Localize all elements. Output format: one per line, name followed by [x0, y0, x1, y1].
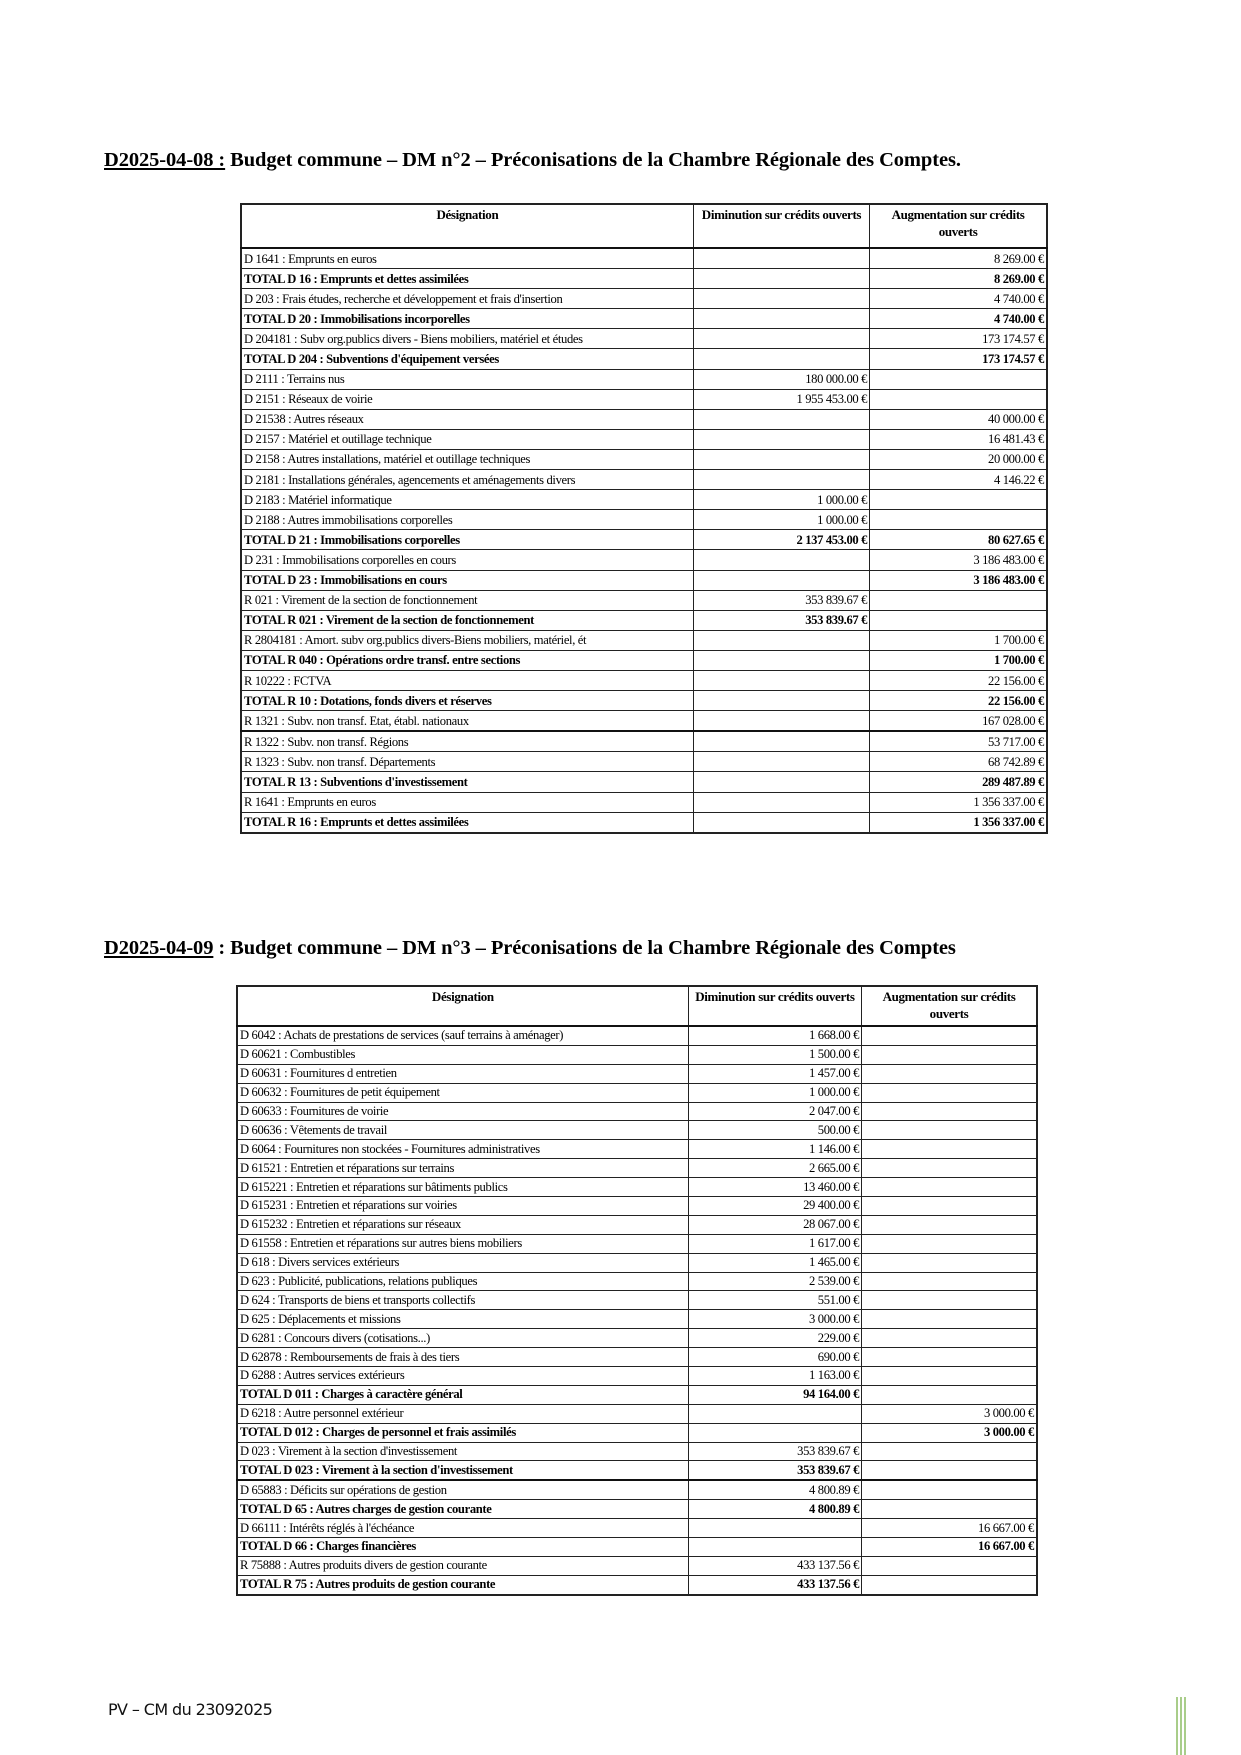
cell-designation: D 61521 : Entretien et réparations sur terrains [237, 1159, 688, 1178]
cell-diminution [693, 792, 869, 812]
cell-designation: D 6281 : Concours divers (cotisations...) [237, 1329, 688, 1348]
table-total-row [241, 650, 1047, 670]
cell-designation: TOTAL D 66 : Charges financières [237, 1538, 688, 1557]
cell-designation: D 2181 : Installations générales, agencements et aménagements divers [241, 470, 693, 490]
cell-designation: D 61558 : Entretien et réparations sur autres biens mobiliers [237, 1234, 688, 1253]
deliberation-title: Budget commune – DM n°2 – Préconisations de la Chambre Régionale des Comptes. [225, 149, 961, 171]
table-row [237, 1404, 1037, 1423]
cell-diminution [693, 570, 869, 590]
cell-diminution [688, 1423, 861, 1442]
table-row [241, 429, 1047, 449]
footer-decorative-bars [1176, 1697, 1188, 1755]
cell-designation: D 65883 : Déficits sur opérations de gestion [237, 1480, 688, 1499]
cell-diminution [693, 711, 869, 732]
cell-augmentation: 8 269.00 € [870, 248, 1047, 269]
table-row [241, 248, 1047, 269]
cell-designation: TOTAL D 65 : Autres charges de gestion courante [237, 1500, 688, 1519]
table-row [241, 550, 1047, 570]
cell-designation: D 204181 : Subv org.publics divers - Biens mobiliers, matériel et études [241, 329, 693, 349]
cell-diminution: 1 465.00 € [688, 1253, 861, 1272]
cell-augmentation: 4 146.22 € [870, 470, 1047, 490]
cell-designation: TOTAL D 23 : Immobilisations en cours [241, 570, 693, 590]
cell-designation: D 60631 : Fournitures d entretien [237, 1064, 688, 1083]
cell-augmentation [862, 1272, 1037, 1291]
table-row [237, 1367, 1037, 1386]
table-total-row [241, 269, 1047, 289]
cell-diminution: 1 955 453.00 € [693, 389, 869, 409]
cell-diminution: 4 800.89 € [688, 1500, 861, 1519]
table-row [241, 409, 1047, 429]
cell-designation: D 6064 : Fournitures non stockées - Fournitures administratives [237, 1140, 688, 1159]
cell-designation: D 62878 : Remboursements de frais à des tiers [237, 1348, 688, 1367]
cell-augmentation [862, 1329, 1037, 1348]
cell-augmentation [862, 1197, 1037, 1216]
cell-diminution: 1 146.00 € [688, 1140, 861, 1159]
cell-designation: D 21538 : Autres réseaux [241, 409, 693, 429]
table-total-row [241, 812, 1047, 833]
cell-diminution: 1 163.00 € [688, 1367, 861, 1386]
page-footer: PV – CM du 23092025 [108, 1700, 273, 1719]
cell-designation: TOTAL D 21 : Immobilisations corporelles [241, 530, 693, 550]
table-row [241, 752, 1047, 772]
table-row [237, 1045, 1037, 1064]
cell-designation: D 623 : Publicité, publications, relations publiques [237, 1272, 688, 1291]
cell-designation: D 60632 : Fournitures de petit équipement [237, 1083, 688, 1102]
table-header-row [241, 204, 1047, 248]
cell-diminution: 2 539.00 € [688, 1272, 861, 1291]
table-total-row [241, 309, 1047, 329]
cell-designation: D 2183 : Matériel informatique [241, 490, 693, 510]
cell-augmentation [862, 1121, 1037, 1140]
cell-diminution: 353 839.67 € [688, 1442, 861, 1461]
cell-designation: D 2158 : Autres installations, matériel et outillage techniques [241, 449, 693, 469]
cell-diminution [693, 772, 869, 792]
cell-diminution [693, 650, 869, 670]
cell-diminution: 29 400.00 € [688, 1197, 861, 1216]
table-row [241, 630, 1047, 650]
cell-diminution: 2 047.00 € [688, 1102, 861, 1121]
cell-diminution [688, 1538, 861, 1557]
cell-diminution: 229.00 € [688, 1329, 861, 1348]
cell-diminution: 13 460.00 € [688, 1178, 861, 1197]
cell-diminution: 433 137.56 € [688, 1556, 861, 1575]
cell-designation: D 66111 : Intérêts réglés à l'échéance [237, 1519, 688, 1538]
cell-augmentation [862, 1083, 1037, 1102]
cell-diminution [693, 289, 869, 309]
cell-designation: D 624 : Transports de biens et transports collectifs [237, 1291, 688, 1310]
cell-designation: D 6042 : Achats de prestations de services (sauf terrains à aménager) [237, 1026, 688, 1045]
cell-augmentation [870, 590, 1047, 610]
cell-diminution: 690.00 € [688, 1348, 861, 1367]
table-row [237, 1215, 1037, 1234]
table-total-row [241, 349, 1047, 369]
table-row [241, 389, 1047, 409]
table-row [241, 490, 1047, 510]
section-title-dm2 [104, 149, 961, 172]
cell-diminution [693, 752, 869, 772]
cell-diminution [693, 429, 869, 449]
cell-augmentation: 80 627.65 € [870, 530, 1047, 550]
cell-augmentation [870, 490, 1047, 510]
cell-designation: TOTAL D 204 : Subventions d'équipement versées [241, 349, 693, 369]
cell-augmentation [862, 1442, 1037, 1461]
cell-diminution [693, 731, 869, 752]
cell-designation: R 021 : Virement de la section de fonctionnement [241, 590, 693, 610]
cell-diminution [693, 309, 869, 329]
table-row [237, 1348, 1037, 1367]
cell-designation: D 625 : Déplacements et missions [237, 1310, 688, 1329]
cell-augmentation [862, 1178, 1037, 1197]
cell-augmentation: 173 174.57 € [870, 329, 1047, 349]
cell-diminution: 353 839.67 € [693, 610, 869, 630]
cell-diminution [693, 269, 869, 289]
table-row [237, 1329, 1037, 1348]
cell-diminution: 94 164.00 € [688, 1385, 861, 1404]
cell-augmentation: 1 356 337.00 € [870, 812, 1047, 833]
cell-diminution [693, 470, 869, 490]
cell-designation: D 2188 : Autres immobilisations corporelles [241, 510, 693, 530]
cell-designation: TOTAL D 16 : Emprunts et dettes assimilées [241, 269, 693, 289]
cell-designation: D 2111 : Terrains nus [241, 369, 693, 389]
cell-diminution: 2 137 453.00 € [693, 530, 869, 550]
cell-diminution: 551.00 € [688, 1291, 861, 1310]
deliberation-ref: D2025-04-09 [104, 937, 214, 959]
cell-designation: TOTAL R 16 : Emprunts et dettes assimilées [241, 812, 693, 833]
cell-designation: D 615231 : Entretien et réparations sur voiries [237, 1197, 688, 1216]
cell-designation: D 023 : Virement à la section d'investissement [237, 1442, 688, 1461]
cell-augmentation: 68 742.89 € [870, 752, 1047, 772]
cell-designation: D 6218 : Autre personnel extérieur [237, 1404, 688, 1423]
cell-designation: R 1322 : Subv. non transf. Régions [241, 731, 693, 752]
cell-diminution: 1 617.00 € [688, 1234, 861, 1253]
table-row [237, 1121, 1037, 1140]
section-title-dm3 [104, 937, 956, 960]
table-total-row [241, 570, 1047, 590]
cell-augmentation: 22 156.00 € [870, 670, 1047, 690]
cell-diminution: 353 839.67 € [688, 1461, 861, 1480]
table-row [241, 731, 1047, 752]
cell-augmentation [862, 1367, 1037, 1386]
table-total-row [241, 772, 1047, 792]
cell-augmentation [862, 1575, 1037, 1594]
cell-designation: R 10222 : FCTVA [241, 670, 693, 690]
cell-augmentation: 20 000.00 € [870, 449, 1047, 469]
cell-augmentation: 53 717.00 € [870, 731, 1047, 752]
table-row [237, 1102, 1037, 1121]
cell-designation: TOTAL D 011 : Charges à caractère général [237, 1385, 688, 1404]
green-bar [1184, 1697, 1186, 1755]
cell-designation: TOTAL R 10 : Dotations, fonds divers et réserves [241, 691, 693, 711]
table-total-row [241, 530, 1047, 550]
cell-diminution: 180 000.00 € [693, 369, 869, 389]
cell-designation: TOTAL R 040 : Opérations ordre transf. entre sections [241, 650, 693, 670]
table-row [237, 1159, 1037, 1178]
cell-diminution: 1 000.00 € [693, 510, 869, 530]
cell-diminution: 28 067.00 € [688, 1215, 861, 1234]
budget-table-dm2 [240, 203, 1048, 834]
cell-augmentation: 167 028.00 € [870, 711, 1047, 732]
cell-augmentation: 3 186 483.00 € [870, 550, 1047, 570]
cell-augmentation [870, 610, 1047, 630]
cell-designation: TOTAL R 13 : Subventions d'investissement [241, 772, 693, 792]
green-bar [1176, 1697, 1178, 1755]
cell-augmentation [862, 1310, 1037, 1329]
cell-designation: D 615221 : Entretien et réparations sur bâtiments publics [237, 1178, 688, 1197]
table-row [237, 1197, 1037, 1216]
cell-designation: D 60633 : Fournitures de voirie [237, 1102, 688, 1121]
table-row [241, 510, 1047, 530]
cell-augmentation: 3 186 483.00 € [870, 570, 1047, 590]
header-diminution: Diminution sur crédits ouverts [688, 986, 861, 1026]
table-total-row [237, 1538, 1037, 1557]
cell-diminution [693, 449, 869, 469]
deliberation-ref: D2025-04-08 : [104, 149, 226, 171]
table-row [237, 1064, 1037, 1083]
cell-augmentation [862, 1500, 1037, 1519]
cell-augmentation: 1 356 337.00 € [870, 792, 1047, 812]
table-row [241, 711, 1047, 732]
cell-diminution [693, 812, 869, 833]
cell-diminution [693, 670, 869, 690]
cell-augmentation: 1 700.00 € [870, 630, 1047, 650]
cell-designation: R 2804181 : Amort. subv org.publics divers-Biens mobiliers, matériel, ét [241, 630, 693, 650]
cell-augmentation: 16 481.43 € [870, 429, 1047, 449]
cell-augmentation [862, 1045, 1037, 1064]
table-row [237, 1083, 1037, 1102]
header-augmentation: Augmentation sur crédits ouverts [870, 204, 1047, 248]
table-total-row [241, 610, 1047, 630]
cell-diminution: 1 000.00 € [688, 1083, 861, 1102]
cell-augmentation [862, 1234, 1037, 1253]
header-augmentation: Augmentation sur crédits ouverts [862, 986, 1037, 1026]
cell-diminution [693, 691, 869, 711]
table-row [237, 1234, 1037, 1253]
table-row [237, 1253, 1037, 1272]
green-bar [1180, 1697, 1182, 1755]
cell-designation: D 203 : Frais études, recherche et développement et frais d'insertion [241, 289, 693, 309]
cell-augmentation [862, 1253, 1037, 1272]
cell-diminution: 353 839.67 € [693, 590, 869, 610]
header-diminution: Diminution sur crédits ouverts [693, 204, 869, 248]
cell-augmentation: 3 000.00 € [862, 1423, 1037, 1442]
cell-augmentation: 3 000.00 € [862, 1404, 1037, 1423]
cell-designation: D 6288 : Autres services extérieurs [237, 1367, 688, 1386]
cell-designation: D 1641 : Emprunts en euros [241, 248, 693, 269]
cell-augmentation: 16 667.00 € [862, 1519, 1037, 1538]
cell-augmentation [862, 1480, 1037, 1499]
cell-designation: TOTAL D 023 : Virement à la section d'investissement [237, 1461, 688, 1480]
table-header-row [237, 986, 1037, 1026]
table-row [237, 1519, 1037, 1538]
cell-diminution: 1 000.00 € [693, 490, 869, 510]
cell-designation: D 2157 : Matériel et outillage technique [241, 429, 693, 449]
cell-diminution: 1 500.00 € [688, 1045, 861, 1064]
deliberation-title: : Budget commune – DM n°3 – Préconisations de la Chambre Régionale des Comptes [213, 937, 956, 959]
cell-augmentation [862, 1385, 1037, 1404]
table-row [237, 1556, 1037, 1575]
cell-diminution [693, 409, 869, 429]
table-row [237, 1480, 1037, 1499]
cell-augmentation: 173 174.57 € [870, 349, 1047, 369]
table-row [237, 1442, 1037, 1461]
cell-designation: D 60621 : Combustibles [237, 1045, 688, 1064]
cell-augmentation: 16 667.00 € [862, 1538, 1037, 1557]
cell-diminution [693, 349, 869, 369]
table-row [237, 1291, 1037, 1310]
cell-designation: D 618 : Divers services extérieurs [237, 1253, 688, 1272]
table-row [241, 470, 1047, 490]
budget-table-dm3 [236, 985, 1038, 1596]
table-row [241, 369, 1047, 389]
table-row [241, 449, 1047, 469]
cell-augmentation [870, 510, 1047, 530]
cell-designation: TOTAL D 20 : Immobilisations incorporelles [241, 309, 693, 329]
header-designation: Désignation [237, 986, 688, 1026]
cell-augmentation [862, 1159, 1037, 1178]
cell-augmentation: 4 740.00 € [870, 309, 1047, 329]
cell-augmentation [862, 1348, 1037, 1367]
cell-designation: D 231 : Immobilisations corporelles en cours [241, 550, 693, 570]
cell-augmentation [862, 1140, 1037, 1159]
header-designation: Désignation [241, 204, 693, 248]
table-row [237, 1310, 1037, 1329]
cell-diminution: 433 137.56 € [688, 1575, 861, 1594]
cell-designation: R 1321 : Subv. non transf. Etat, établ. nationaux [241, 711, 693, 732]
cell-designation: TOTAL D 012 : Charges de personnel et frais assimilés [237, 1423, 688, 1442]
cell-designation: D 615232 : Entretien et réparations sur réseaux [237, 1215, 688, 1234]
cell-diminution: 1 668.00 € [688, 1026, 861, 1045]
cell-diminution: 4 800.89 € [688, 1480, 861, 1499]
cell-augmentation [862, 1215, 1037, 1234]
table-total-row [237, 1461, 1037, 1480]
table-total-row [237, 1575, 1037, 1594]
cell-diminution: 2 665.00 € [688, 1159, 861, 1178]
cell-diminution [693, 550, 869, 570]
table-row [241, 289, 1047, 309]
cell-augmentation [862, 1461, 1037, 1480]
cell-diminution [688, 1404, 861, 1423]
cell-designation: TOTAL R 75 : Autres produits de gestion courante [237, 1575, 688, 1594]
cell-diminution [688, 1519, 861, 1538]
table-row [237, 1272, 1037, 1291]
cell-augmentation: 22 156.00 € [870, 691, 1047, 711]
cell-augmentation [862, 1064, 1037, 1083]
table-row [241, 329, 1047, 349]
cell-augmentation [870, 369, 1047, 389]
cell-diminution [693, 248, 869, 269]
cell-designation: R 1641 : Emprunts en euros [241, 792, 693, 812]
cell-augmentation [870, 389, 1047, 409]
cell-augmentation [862, 1556, 1037, 1575]
cell-augmentation: 4 740.00 € [870, 289, 1047, 309]
cell-augmentation: 289 487.89 € [870, 772, 1047, 792]
cell-augmentation: 1 700.00 € [870, 650, 1047, 670]
cell-diminution: 3 000.00 € [688, 1310, 861, 1329]
cell-augmentation [862, 1291, 1037, 1310]
cell-designation: R 1323 : Subv. non transf. Départements [241, 752, 693, 772]
cell-augmentation [862, 1026, 1037, 1045]
table-row [241, 590, 1047, 610]
table-total-row [237, 1385, 1037, 1404]
cell-designation: D 2151 : Réseaux de voirie [241, 389, 693, 409]
table-row [241, 670, 1047, 690]
cell-diminution: 500.00 € [688, 1121, 861, 1140]
cell-diminution [693, 630, 869, 650]
cell-designation: D 60636 : Vêtements de travail [237, 1121, 688, 1140]
table-total-row [237, 1423, 1037, 1442]
cell-augmentation: 8 269.00 € [870, 269, 1047, 289]
table-total-row [241, 691, 1047, 711]
table-row [237, 1178, 1037, 1197]
table-row [237, 1140, 1037, 1159]
cell-augmentation [862, 1102, 1037, 1121]
cell-augmentation: 40 000.00 € [870, 409, 1047, 429]
cell-designation: R 75888 : Autres produits divers de gestion courante [237, 1556, 688, 1575]
cell-diminution [693, 329, 869, 349]
table-row [237, 1026, 1037, 1045]
cell-designation: TOTAL R 021 : Virement de la section de fonctionnement [241, 610, 693, 630]
table-total-row [237, 1500, 1037, 1519]
cell-diminution: 1 457.00 € [688, 1064, 861, 1083]
table-row [241, 792, 1047, 812]
